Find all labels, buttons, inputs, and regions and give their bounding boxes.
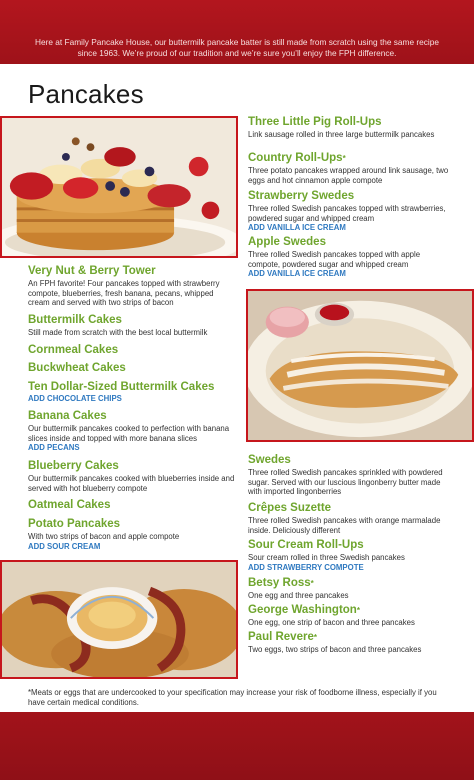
item-description: Our buttermilk pancakes cooked with blueberries inside and served with hot blueberry compote [28,474,235,493]
menu-item-swedes [248,454,450,497]
item-name-text: George Washington [248,604,357,616]
item-description: Sour cream rolled in three Swedish pancakes [248,553,405,562]
item-description: Two eggs, two strips of bacon and three pancakes [248,645,422,654]
item-name [248,631,450,644]
item-addon: ADD VANILLA ICE CREAM [248,269,346,279]
asterisk-mark: * [342,154,346,163]
intro-text: Here at Family Pancake House, our buttermilk pancake batter is still made from scratch using the same recipe since 1963. We’re proud of our tradition and we’re sure you’ll enjoy the FPH difference. [35,37,439,58]
item-name: Banana Cakes [28,410,107,422]
item-name [248,152,450,165]
item-addon: ADD CHOCOLATE CHIPS [28,394,122,403]
item-description: Our buttermilk pancakes cooked to perfection with banana slices inside and topped with more banana slices [28,424,230,443]
menu-item-betsy-ross [248,577,450,601]
foodborne-illness-disclaimer: *Meats or eggs that are undercooked to your specification may increase your risk of foodborne illness, especially if you have certain medical conditions. [28,688,437,707]
menu-item-three-little-pig [248,116,450,140]
swedes-photo [246,289,474,442]
potato-pancakes-photo [0,560,238,679]
item-addon: ADD SOUR CREAM [28,541,101,551]
item-name: Oatmeal Cakes [28,499,111,511]
menu-item-potato-pancakes [28,518,236,551]
item-description: An FPH favorite! Four pancakes topped with strawberry compote, blueberries, fresh banana, pecans, whipped cream and served with two strips of bacon [28,279,220,308]
item-description: Link sausage rolled in three large buttermilk pancakes [248,130,435,139]
item-name: Blueberry Cakes [28,460,119,472]
item-name: Crêpes Suzette [248,502,332,514]
item-name: Ten Dollar-Sized Buttermilk Cakes [28,381,215,393]
item-description: Three rolled Swedish pancakes sprinkled with powdered sugar. Served with our luscious lingonberry butter made with imported lingonberries [248,468,443,497]
asterisk-mark: * [356,606,360,615]
item-name: Cornmeal Cakes [28,344,119,356]
item-name-text: Country Roll-Ups [248,152,343,164]
footer-band [0,712,474,780]
menu-item-crepes-suzette [248,502,450,535]
menu-item-buttermilk-cakes [28,314,236,338]
asterisk-mark: * [310,579,314,588]
item-name [248,577,450,590]
item-name: Sour Cream Roll-Ups [248,539,364,551]
item-addon: ADD VANILLA ICE CREAM [248,223,346,233]
menu-item-cornmeal-cakes [28,344,236,357]
item-description: Three rolled Swedish pancakes topped with strawberries, powdered sugar and whipped cream [248,204,446,223]
menu-item-country-roll-ups [248,152,450,185]
menu-item-oatmeal-cakes [28,499,236,512]
asterisk-mark: * [313,633,317,642]
menu-item-very-nut-berry-tower [28,265,236,308]
item-description: One egg and three pancakes [248,591,349,600]
item-name: Buttermilk Cakes [28,314,122,326]
menu-item-banana-cakes [28,410,236,453]
item-description: Still made from scratch with the best local buttermilk [28,328,208,337]
item-name: Three Little Pig Roll-Ups [248,116,382,128]
item-name: Strawberry Swedes [248,190,355,202]
menu-item-paul-revere [248,631,450,655]
nut-berry-tower-photo [0,116,238,258]
item-name-text: Betsy Ross [248,577,311,589]
item-description: With two strips of bacon and apple compote [28,532,180,541]
menu-item-george-washington [248,604,450,628]
item-name: Swedes [248,454,291,466]
menu-item-blueberry-cakes [28,460,236,493]
menu-item-apple-swedes [248,236,450,279]
item-description: Three potato pancakes wrapped around link sausage, two eggs and hot cinnamon apple compote [248,166,449,185]
item-description: Three rolled Swedish pancakes topped with apple compote, powdered sugar and whipped cream [248,250,421,269]
menu-item-ten-dollar-cakes [28,381,236,404]
item-name: Potato Pancakes [28,518,121,530]
menu-item-sour-cream-roll-ups [248,539,450,572]
menu-item-buckwheat-cakes [28,362,236,375]
item-name: Buckwheat Cakes [28,362,126,374]
page-title: Pancakes [28,79,144,109]
item-addon: ADD PECANS [28,443,80,453]
item-addon: ADD STRAWBERRY COMPOTE [248,562,364,572]
item-name-text: Paul Revere [248,631,314,643]
item-name: Very Nut & Berry Tower [28,265,156,277]
item-name: Apple Swedes [248,236,326,248]
item-name [248,604,450,617]
item-description: Three rolled Swedish pancakes with orange marmalade inside. Deliciously different [248,516,441,535]
menu-item-strawberry-swedes [248,190,450,233]
item-description: One egg, one strip of bacon and three pancakes [248,618,415,627]
